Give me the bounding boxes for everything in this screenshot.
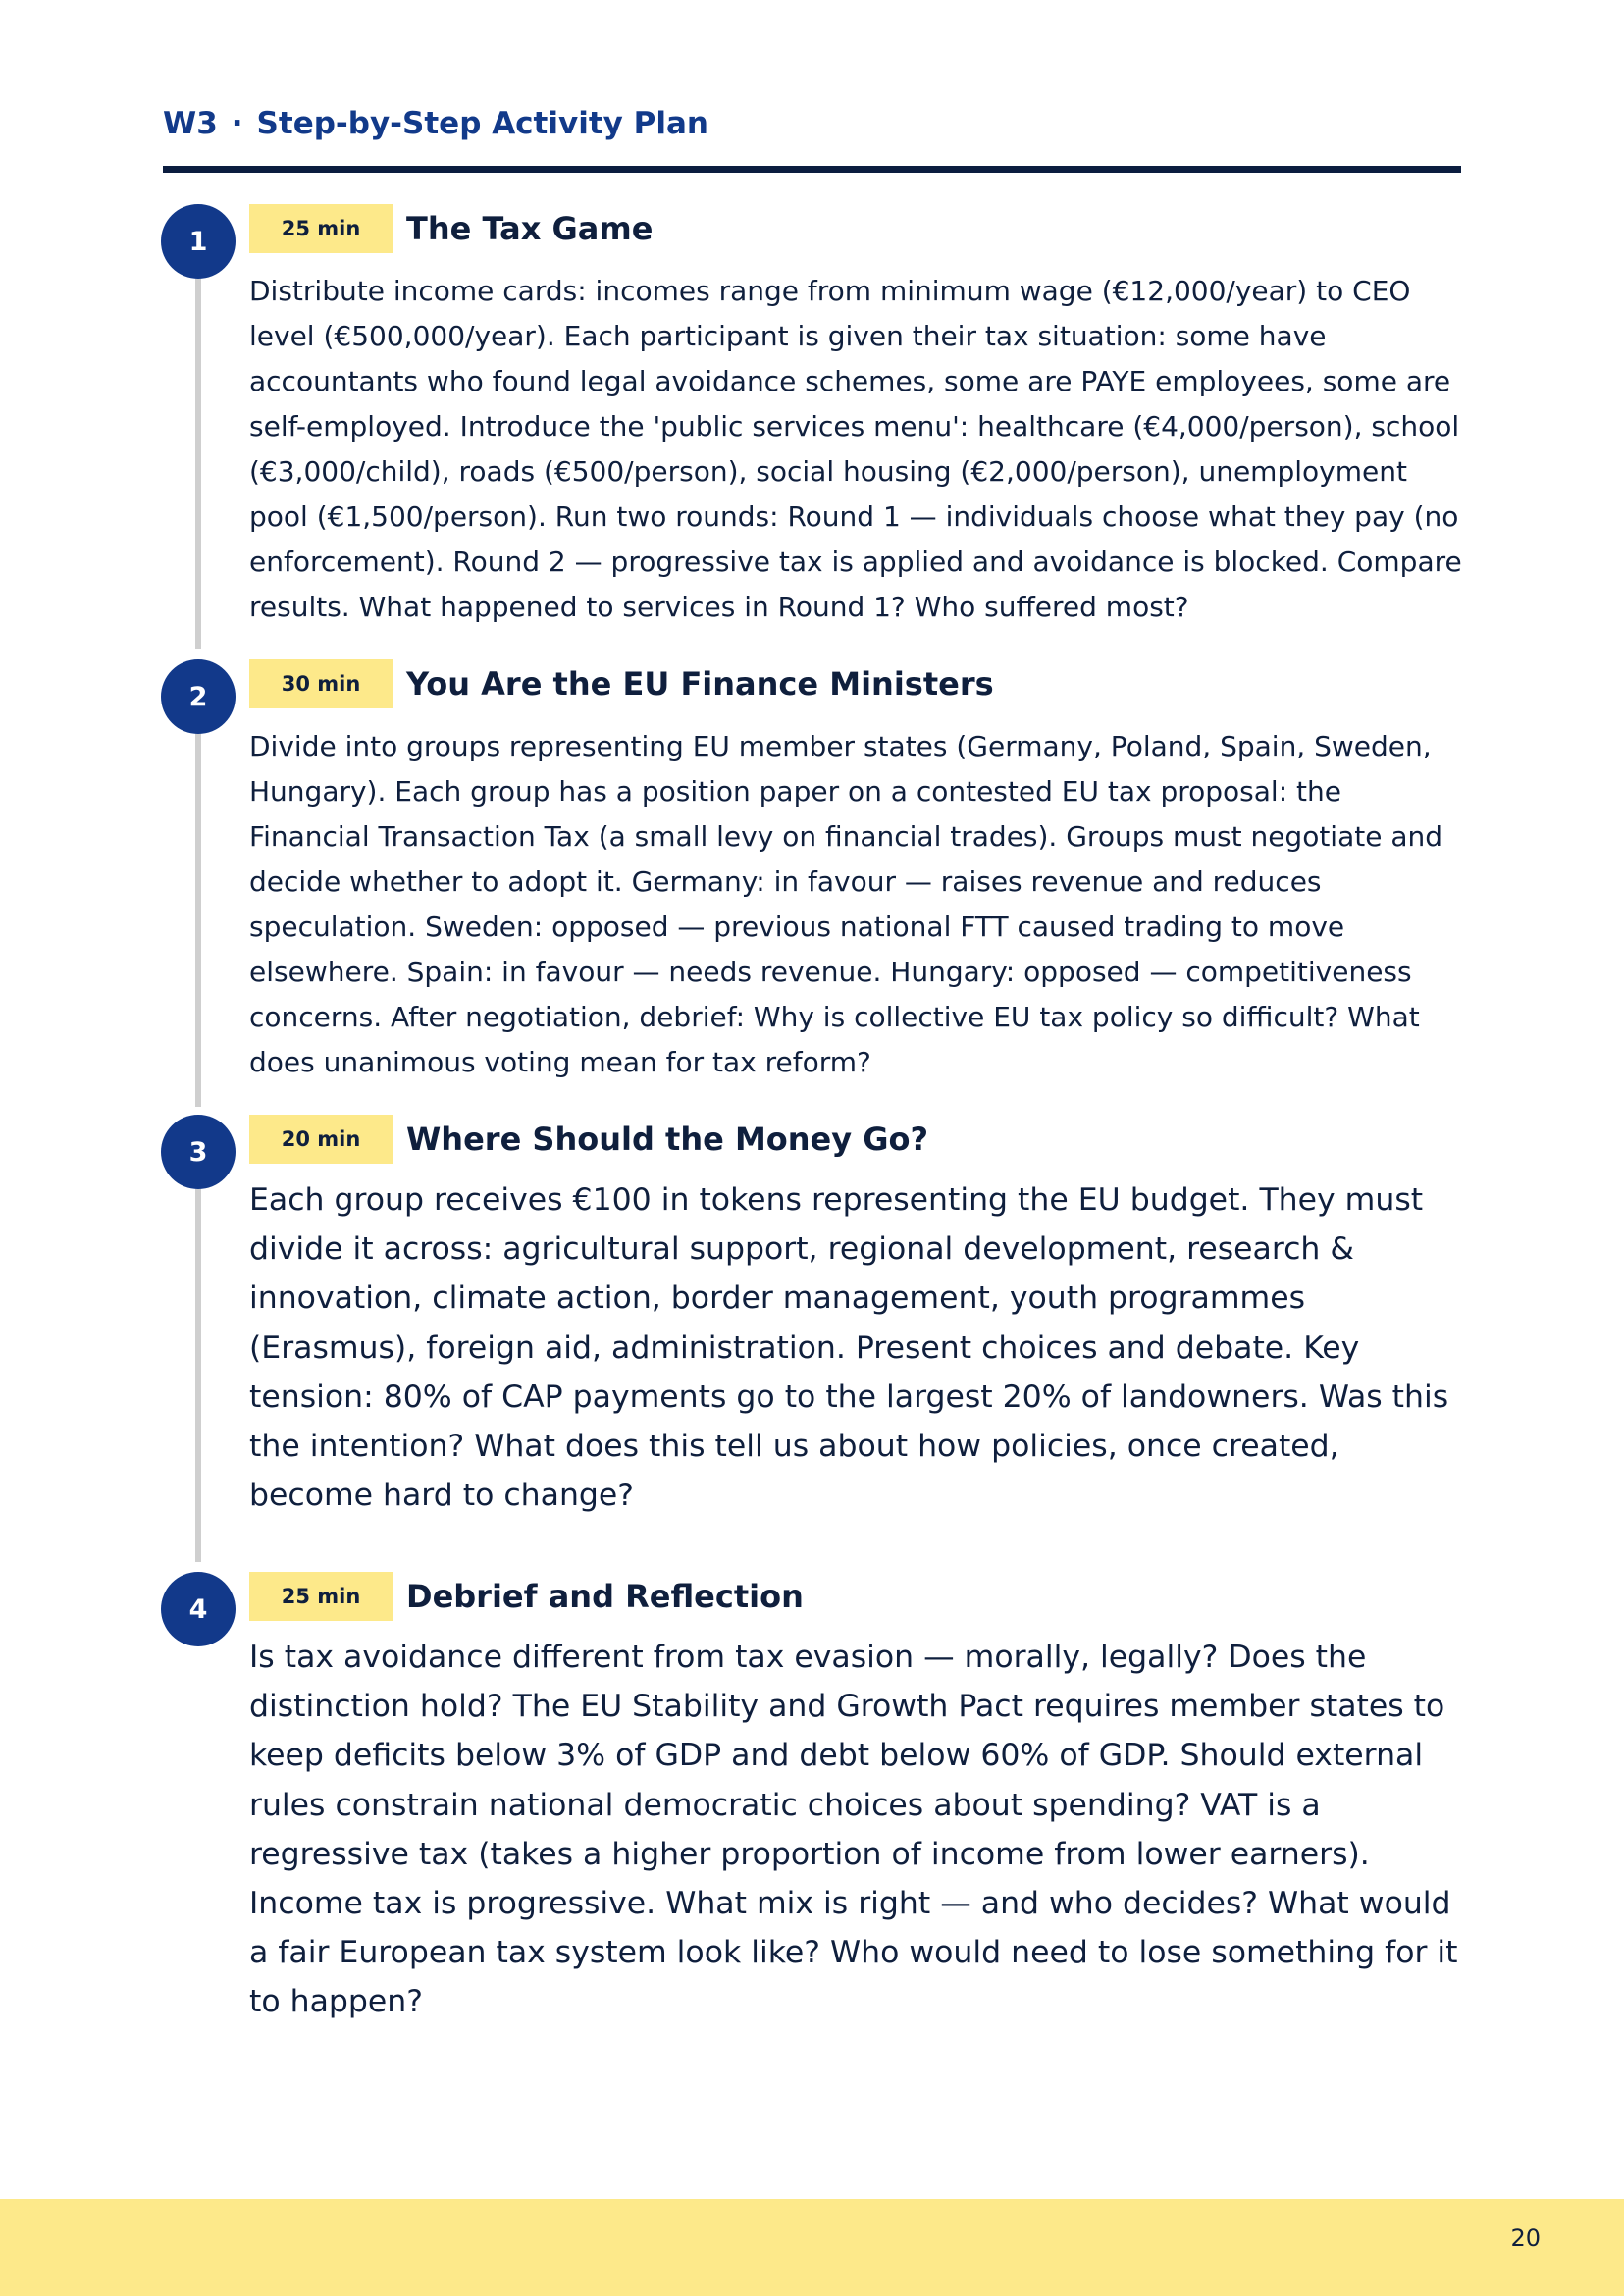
page-title: Step-by-Step Activity Plan xyxy=(256,106,708,141)
header-divider xyxy=(163,166,1461,173)
page-number: 20 xyxy=(1510,2224,1541,2252)
step-title: You Are the EU Finance Ministers xyxy=(406,665,994,703)
step-number-badge: 2 xyxy=(161,659,236,734)
step-title: The Tax Game xyxy=(406,210,654,247)
step-description: Is tax avoidance different from tax evasion — morally, legally? Does the distinction hold? The EU Stability and Growth Pact requires member states to keep deficits below 3% of GDP and debt below 60% of GDP. Should external rules constrain national democratic choices about spending? VAT is a regressive tax (takes a higher proportion of income from lower earners). Income tax is progressive. What mix is right — and who decides? What would a fair European tax system look like? Who would need to lose something for it to happen? xyxy=(249,1640,1458,2020)
timeline-connector xyxy=(195,697,201,1107)
step-description: Distribute income cards: incomes range from minimum wage (€12,000/year) to CEO level (€500,000/year). Each participant is given their tax situation: some have accountants who found legal avoidance schemes, some are PAYE employees, some are self-employed. Introduce the 'public services menu': healthcare (€4,000/person), school (€3,000/child), roads (€500/person), social housing (€2,000/person), unemployment pool (€1,500/person). Run two rounds: Round 1 — individuals choose what they pay (no enforcement). Round 2 — progressive tax is applied and avoidance is blocked. Compare results. What happened to services in Round 1? Who suffered most? xyxy=(249,275,1462,623)
header-separator: · xyxy=(231,106,243,141)
timeline-connector xyxy=(195,241,201,649)
section-code: W3 xyxy=(163,106,218,141)
page-footer xyxy=(0,2199,1624,2296)
duration-badge: 30 min xyxy=(249,659,393,708)
step-title: Where Should the Money Go? xyxy=(406,1121,929,1158)
step-number-badge: 4 xyxy=(161,1572,236,1646)
page-header xyxy=(163,106,708,141)
step-description: Divide into groups representing EU member states (Germany, Poland, Spain, Sweden, Hungary). Each group has a position paper on a contested EU tax proposal: the Financial Transaction Tax (a small levy on financial trades). Groups must negotiate and decide whether to adopt it. Germany: in favour — raises revenue and reduces speculation. Sweden: opposed — previous national FTT caused trading to move elsewhere. Spain: in favour — needs revenue. Hungary: opposed — competitiveness concerns. After negotiation, debrief: Why is collective EU tax policy so difficult? What does unanimous voting mean for tax reform? xyxy=(249,730,1443,1078)
step-description: Each group receives €100 in tokens representing the EU budget. They must divide it across: agricultural support, regional development, research & innovation, climate action, border management, youth programmes (Erasmus), foreign aid, administration. Present choices and debate. Key tension: 80% of CAP payments go to the largest 20% of landowners. Was this the intention? What does this tell us about how policies, once created, become hard to change? xyxy=(249,1182,1449,1514)
step-title: Debrief and Reflection xyxy=(406,1578,804,1615)
duration-badge: 25 min xyxy=(249,204,393,253)
duration-badge: 20 min xyxy=(249,1115,393,1164)
duration-badge: 25 min xyxy=(249,1572,393,1621)
step-number-badge: 1 xyxy=(161,204,236,279)
step-number-badge: 3 xyxy=(161,1115,236,1189)
timeline-connector xyxy=(195,1152,201,1562)
